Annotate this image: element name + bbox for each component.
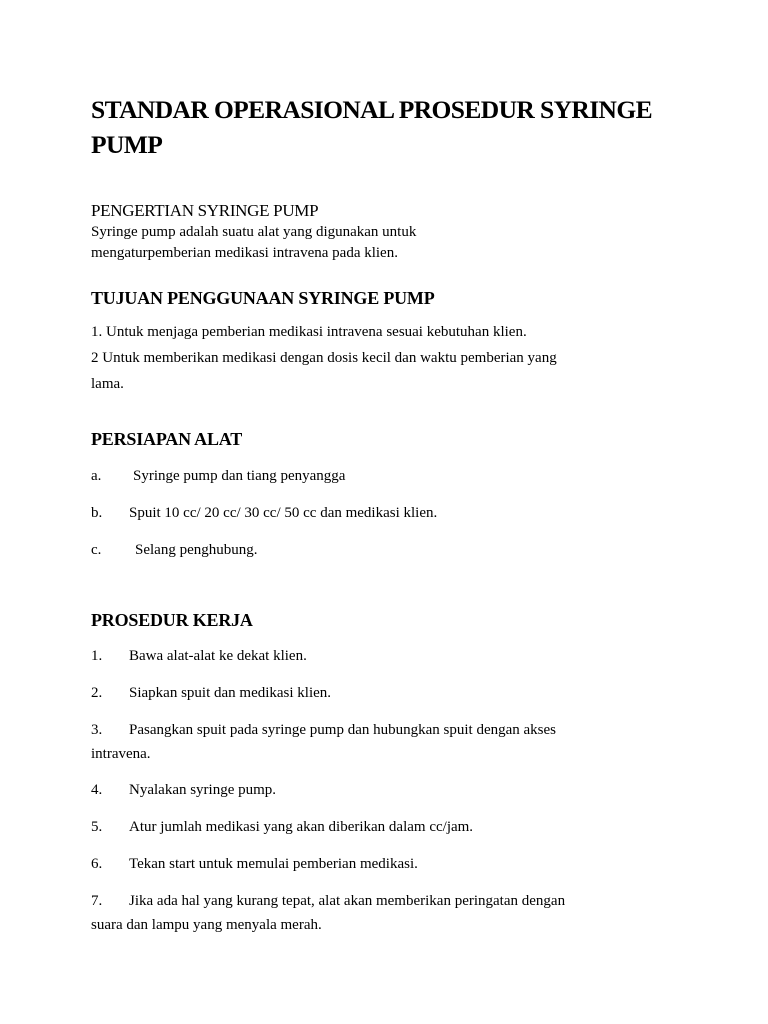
list-marker: 5. [91,819,103,835]
list-text: Syringe pump dan tiang penyangga [133,468,346,484]
list-item [91,501,691,525]
list-item [91,681,691,705]
list-text: Atur jumlah medikasi yang akan diberikan dalam cc/jam. [129,819,474,835]
list-item [91,889,691,913]
list-item [91,718,691,742]
document-title: STANDAR OPERASIONAL PROSEDUR SYRINGE PUMP [91,95,652,159]
tujuan-line-1: 1. Untuk menjaga pemberian medikasi intravena sesuai kebutuhan klien. [91,324,527,340]
list-marker: 3. [91,722,103,738]
list-marker: c. [91,542,102,558]
list-text-continuation: intravena. [91,746,151,762]
list-marker: 1. [91,648,103,664]
persiapan-heading: PERSIAPAN ALAT [91,429,243,449]
list-marker: b. [91,505,103,521]
list-item [91,778,691,802]
list-marker: 4. [91,782,103,798]
list-item [91,815,691,839]
tujuan-line-2: 2 Untuk memberikan medikasi dengan dosis kecil dan waktu pemberian yang [91,350,557,366]
list-text: Spuit 10 cc/ 20 cc/ 30 cc/ 50 cc dan medikasi klien. [129,505,438,521]
list-item [91,852,691,876]
pengertian-line-1: Syringe pump adalah suatu alat yang digunakan untuk [91,224,417,240]
list-item [91,464,691,488]
list-marker: a. [91,468,102,484]
document-page [91,92,691,937]
list-text: Siapkan spuit dan medikasi klien. [129,685,332,701]
list-item [91,644,691,668]
list-text-continuation: suara dan lampu yang menyala merah. [91,917,322,933]
list-marker: 6. [91,856,103,872]
pengertian-line-2: mengaturpemberian medikasi intravena pada klien. [91,245,398,261]
list-text: Nyalakan syringe pump. [129,782,277,798]
tujuan-line-3: lama. [91,376,124,392]
list-text: Selang penghubung. [135,542,258,558]
list-text: Tekan start untuk memulai pemberian medikasi. [129,856,418,872]
list-item [91,538,691,562]
list-text: Pasangkan spuit pada syringe pump dan hubungkan spuit dengan akses [129,722,557,738]
list-marker: 2. [91,685,103,701]
list-marker: 7. [91,893,103,909]
prosedur-heading: PROSEDUR KERJA [91,610,253,630]
pengertian-heading: PENGERTIAN SYRINGE PUMP [91,201,319,220]
tujuan-heading: TUJUAN PENGGUNAAN SYRINGE PUMP [91,288,435,308]
list-text: Bawa alat-alat ke dekat klien. [129,648,307,664]
list-text: Jika ada hal yang kurang tepat, alat akan memberikan peringatan dengan [129,893,566,909]
